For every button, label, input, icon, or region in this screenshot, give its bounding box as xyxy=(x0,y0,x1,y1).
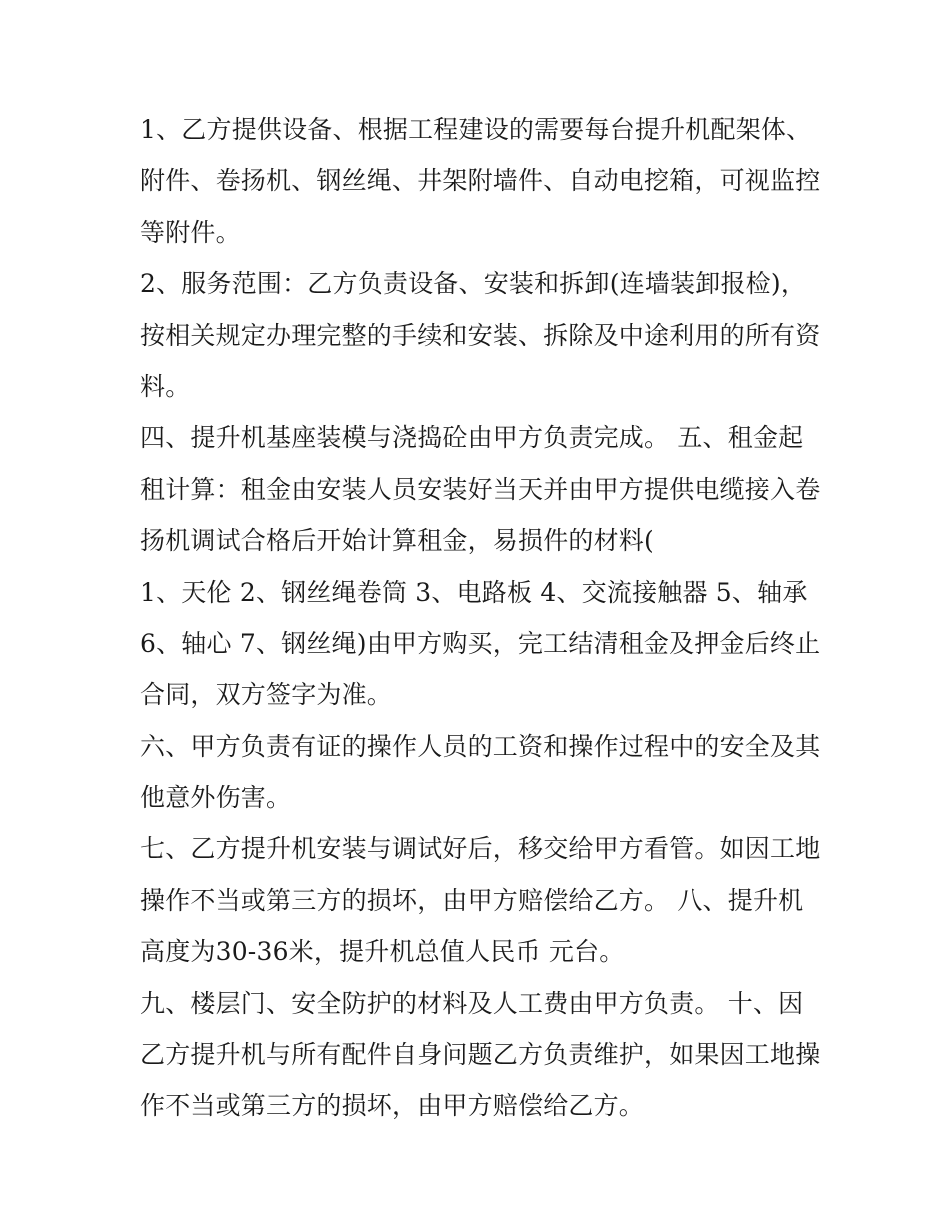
text-line: 操作不当或第三方的损坏，由甲方赔偿给乙方。 八、提升机 xyxy=(140,885,804,915)
text-line: 作不当或第三方的损坏，由甲方赔偿给乙方。 xyxy=(140,1091,645,1121)
text-line: 租计算：租金由安装人员安装好当天并由甲方提供电缆接入卷 xyxy=(140,474,821,504)
text-line: 高度为30-36米，提升机总值人民币 元台。 xyxy=(140,937,625,967)
text-line: 1、天伦 2、钢丝绳卷筒 3、电路板 4、交流接触器 5、轴承 xyxy=(140,577,808,607)
text-line: 等附件。 xyxy=(140,217,241,247)
text-line: 扬机调试合格后开始计算租金，易损件的材料( xyxy=(140,526,654,556)
text-line: 乙方提升机与所有配件自身问题乙方负责维护，如果因工地操 xyxy=(140,1040,821,1070)
text-line: 他意外伤害。 xyxy=(140,783,292,813)
text-line: 合同，双方签字为准。 xyxy=(140,680,393,710)
text-line: 四、提升机基座装模与浇捣砼由甲方负责完成。 五、租金起 xyxy=(140,423,804,453)
text-line: 按相关规定办理完整的手续和安装、拆除及中途利用的所有资 xyxy=(140,320,821,350)
text-line: 九、楼层门、安全防护的材料及人工费由甲方负责。 十、因 xyxy=(140,988,804,1018)
text-line: 附件、卷扬机、钢丝绳、井架附墙件、自动电挖箱，可视监控 xyxy=(140,166,821,196)
text-line: 2、服务范围：乙方负责设备、安装和拆卸(连墙装卸报检)， xyxy=(140,269,807,299)
contract-text xyxy=(140,104,830,1132)
text-line: 六、甲方负责有证的操作人员的工资和操作过程中的安全及其 xyxy=(140,731,821,761)
text-line: 料。 xyxy=(140,371,191,401)
text-line: 6、轴心 7、钢丝绳)由甲方购买，完工结清租金及押金后终止 xyxy=(140,628,821,658)
text-line: 七、乙方提升机安装与调试好后，移交给甲方看管。如因工地 xyxy=(140,834,821,864)
text-line: 1、乙方提供设备、根据工程建设的需要每台提升机配架体、 xyxy=(140,115,812,144)
